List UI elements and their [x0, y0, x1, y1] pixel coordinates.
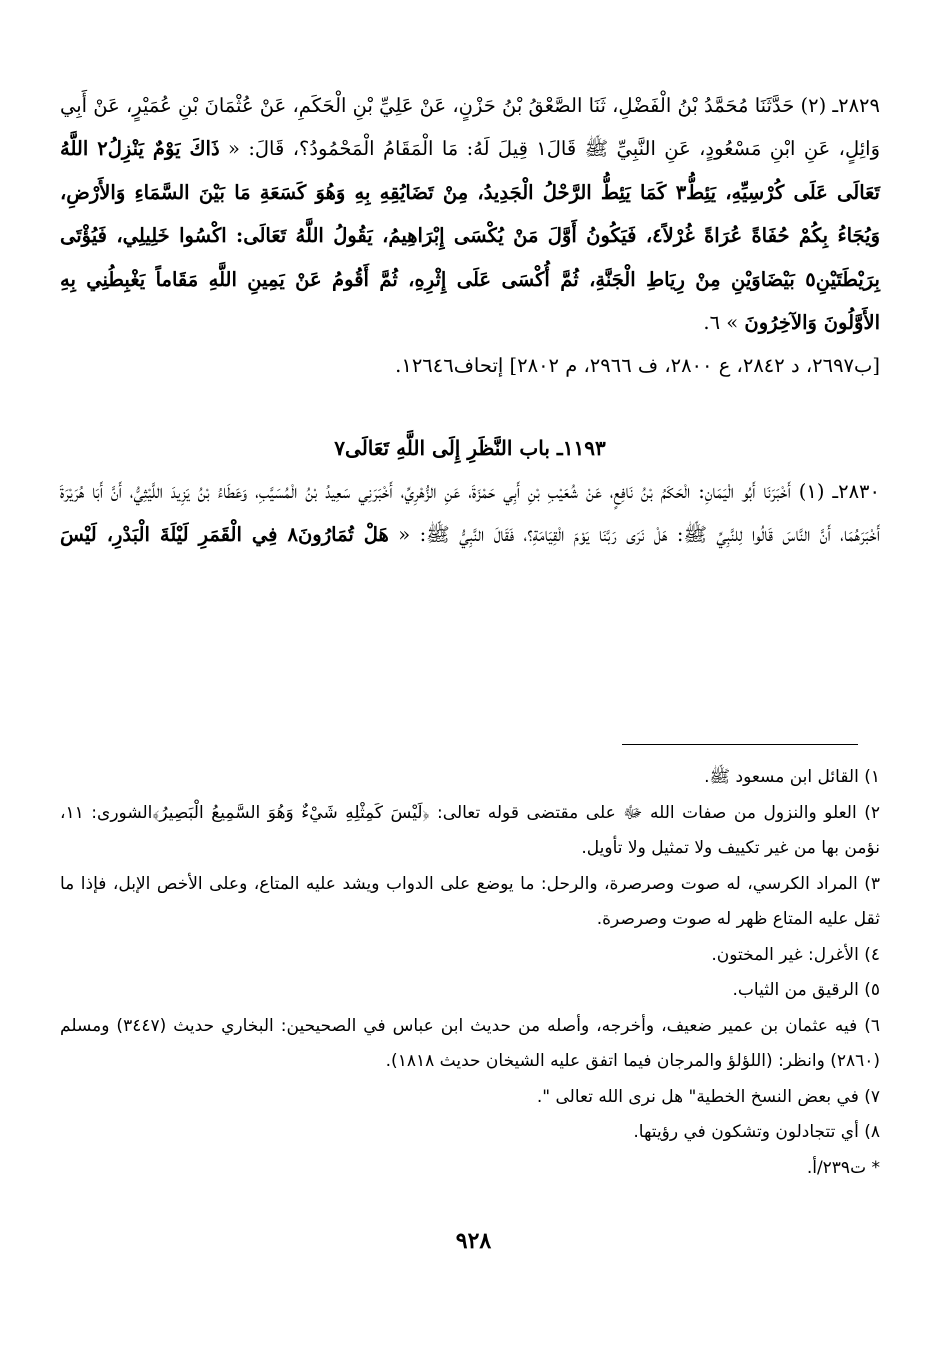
- footnotes: [60, 760, 880, 1186]
- hadith-2829-closing: » ٦.: [703, 311, 739, 335]
- footnote-5: ٥) الرقيق من الثياب.: [732, 980, 880, 1000]
- hadith-2830-body: [60, 470, 880, 557]
- hadith-2830-matn: هَلْ تُمَارُونَ٨ فِي الْقَمَرِ لَيْلَةَ الْبَدْرِ، لَيْسَ: [60, 523, 389, 547]
- manuscript-reference: * ت٢٣٩/أ.: [806, 1157, 880, 1178]
- page-number: ٩٢٨: [455, 1228, 492, 1254]
- hadith-2830-isnad: ٢٨٣٠ـ (١) أَخْبَرَنَا أَبُو الْيَمَانِ: الْحَكَمُ بْنُ نَافِعٍ، عَنْ شُعَيْبِ بْنِ أَبِي حَمْزَةَ، عَنِ الزُّهْرِيِّ، أَخْبَرَنِي سَعِيدُ بْنُ الْمُسَيَّبِ، وَعَطَاءُ بْنُ يَزِيدَ اللَّيْثِيُّ، أَنَّ أَبَا هُرَيْرَةَ أَخْبَرَهُمَا، أَنَّ النَّاسَ قَالُوا لِلنَّبِيِّ ﷺ: هَلْ نَرَى رَبَّنَا يَوْمَ الْقِيَامَةِ؟، فَقَالَ النَّبِيُّ ﷺ: «: [60, 480, 881, 547]
- hadith-2829: [60, 84, 880, 388]
- hadith-2829-body: [60, 84, 880, 344]
- footnote-8: ٨) أي تتجادلون وتشكون في رؤيتها.: [633, 1122, 880, 1142]
- footnote-1: ١) القائل ابن مسعود ﷺ.: [704, 767, 880, 787]
- footnote-4: ٤) الأغرل: غير المختون.: [711, 944, 880, 965]
- hadith-2830: [60, 470, 880, 557]
- footnote-3: ٣) المراد الكرسي، له صوت وصرصرة، والرحل: ما يوضع على الدواب ويشد عليه المتاع، وعلى الأخص الإبل، فإذا ما ثقل عليه المتاع ظهر له صوت وصرصرة.: [60, 873, 880, 929]
- footnote-6: ٦) فيه عثمان بن عمير ضعيف، وأخرجه، وأصله من حديث ابن عباس في الصحيحين: البخاري حديث (٣٤٤٧) ومسلم (٢٨٦٠) وانظر: (اللؤلؤ والمرجان فيما اتفق عليه الشيخان حديث ١٨١٨).: [60, 1015, 880, 1071]
- footnote-2: ٢) العلو والنزول من صفات الله ﷻ على مقتضى قوله تعالى: ﴿لَيْسَ كَمِثْلِهِ شَيْءٌ وَهُوَ السَّمِيعُ الْبَصِيرُ﴾الشورى: ١١، نؤمن بها من غير تكييف ولا تمثيل ولا تأويل.: [60, 802, 880, 858]
- footnote-7: ٧) في بعض النسخ الخطية" هل نرى الله تعالى ".: [536, 1086, 880, 1107]
- chapter-title: ١١٩٣ـ باب النَّظَرِ إِلَى اللَّهِ تَعَالَى٧: [334, 436, 606, 460]
- hadith-2829-sources: [ب٢٦٩٧، د ٢٨٤٢، ع ٢٨٠٠، ف ٢٩٦٦، م ٢٨٠٢] إتحاف١٢٦٤٦.: [395, 354, 880, 378]
- footnote-separator: [622, 744, 858, 745]
- hadith-2829-isnad: ٢٨٢٩ـ (٢) حَدَّثَنَا مُحَمَّدُ بْنُ الْفَضْلِ، ثَنَا الصَّعْقُ بْنُ حَزْنٍ، عَنْ عَلِيِّ بْنِ الْحَكَمِ، عَنْ عُثْمَانَ بْنِ عُمَيْرٍ، عَنْ أَبِي وَائِلٍ، عَنِ ابْنِ مَسْعُودٍ، عَنِ النَّبِيِّ ﷺ قَالَ١ قِيلَ لَهُ: مَا الْمَقَامُ الْمَحْمُودُ؟، قَالَ: «: [60, 94, 880, 161]
- hadith-2829-matn: ذَاكَ يَوْمٌ يَنْزِلُ٢ اللَّهُ تَعَالَى عَلَى كُرْسِيِّهِ، يَئِطُّ٣ كَمَا يَئِطُّ الرَّحْلُ الْجَدِيدُ، مِنْ تَضَايُقِهِ بِهِ وَهُوَ كَسَعَةِ مَا بَيْنَ السَّمَاءِ وَالأَرْضِ، وَيُجَاءُ بِكُمْ حُفَاةً عُرَاةً غُرْلاً٤، فَيَكُونُ أَوَّلَ مَنْ يُكْسَى إِبْرَاهِيمُ، يَقُولُ اللَّهُ تَعَالَى: اكْسُوا خَلِيلِي، فَيُؤْتَى بِرَيْطَتَيْنِ٥ بَيْضَاوَيْنِ مِنْ رِيَاطِ الْجَنَّةِ، ثُمَّ أُكْسَى عَلَى إِثْرِهِ، ثُمَّ أَقُومُ عَنْ يَمِينِ اللَّهِ مَقَاماً يَغْبِطُنِي بِهِ الأَوَّلُونَ وَالآخِرُونَ: [60, 137, 880, 335]
